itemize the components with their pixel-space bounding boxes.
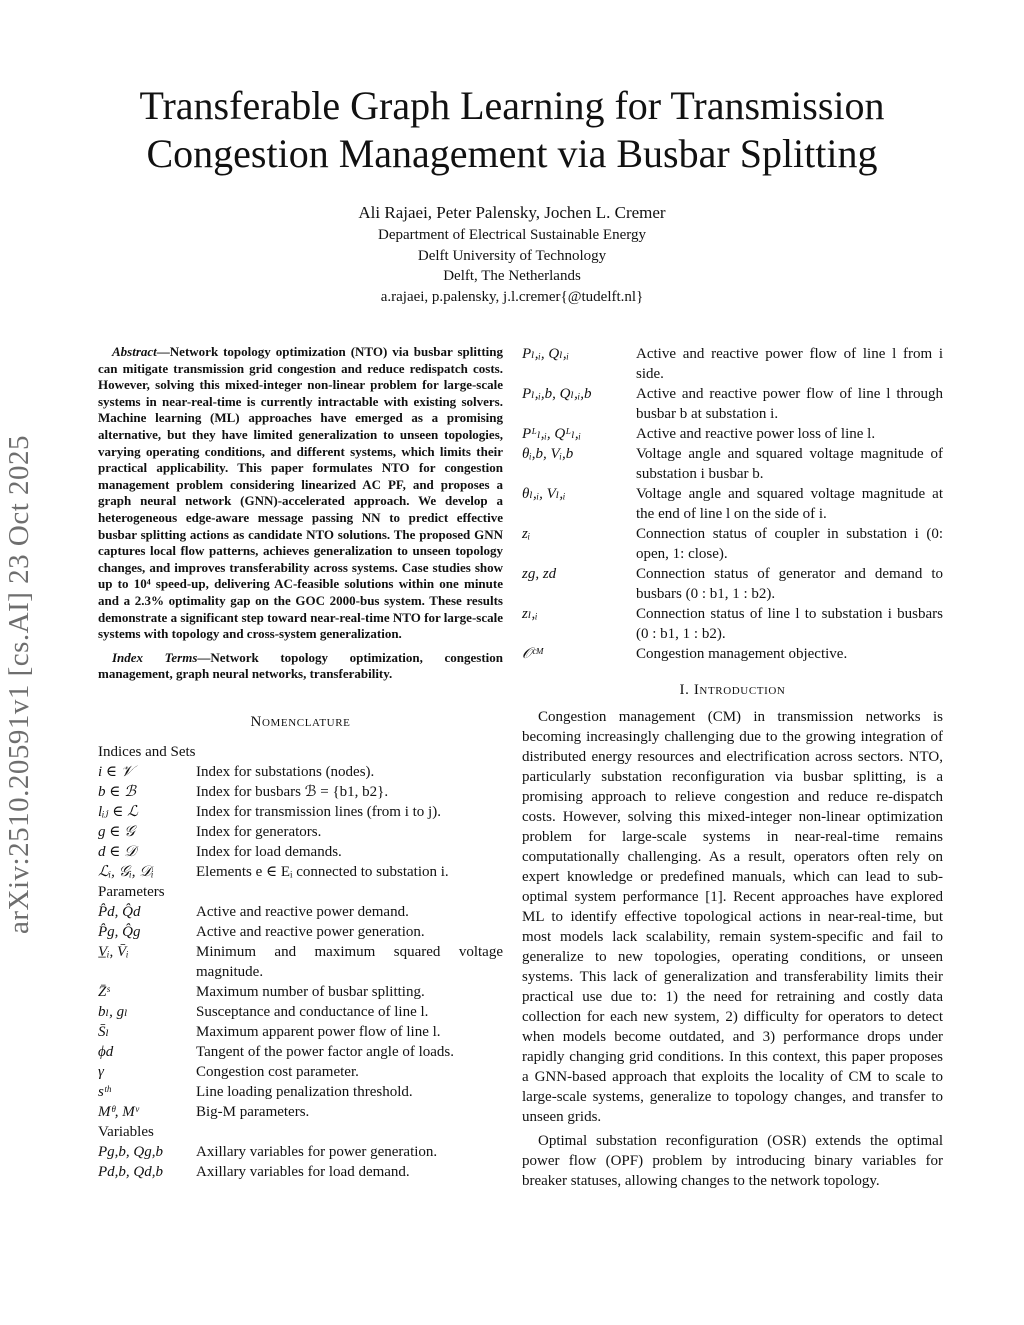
nomenclature-description: Index for load demands.: [196, 843, 342, 860]
nomenclature-symbol: Z̄ˢ: [98, 983, 110, 1000]
nomenclature-symbol: S̄ₗ: [98, 1023, 110, 1040]
nomenclature-description: Tangent of the power factor angle of loads.: [196, 1043, 455, 1060]
nomenclature-symbol: P̂g, Q̂g: [98, 923, 141, 940]
nomenclature-row: [522, 384, 943, 424]
nomenclature-symbol: Pg,b, Qg,b: [98, 1143, 163, 1160]
nomenclature-symbol: 𝒪ᶜᴹ: [522, 646, 544, 662]
nomenclature-continued-list: [522, 344, 943, 664]
nomenclature-symbol: b ∈ ℬ: [98, 783, 136, 800]
nomenclature-symbol: sᵗʰ: [98, 1083, 111, 1100]
intro-paragraph: Congestion management (CM) in transmission networks is becoming increasingly challenging due to the growing integration of distributed energy resources and electrification across sectors. NTO, particularly substation reconfiguration via busbar splitting, is a promising approach to relieve congestion and reduce re-dispatch costs. However, solving this mixed-integer non-linear optimization problem for large-scale systems in near-real-time remains computationally challenging. As a result, operators often rely on expert knowledge or predefined manuals, which can lead to sub-optimal system performance [1]. Recent approaches have explored ML to identify effective topological actions in near-real-time, but most models lack scalability, remain system-specific and fail to generalize to new topologies, operating conditions, or unseen systems. This lack of generalization and transferability limits their practical use due to: 1) the need for retraining and costly data collection for each new system, 2) difficulty for operators to detect when models become outdated, and 3) performance drops under rapidly changing grid conditions. In this context, this paper proposes a GNN-based approach that exploits the locality of CM to scale to large-scale systems, generalize to topology changes, and transfer to unseen grids.: [522, 709, 943, 1125]
nomenclature-row: [98, 802, 503, 822]
nomenclature-symbol: lᵢⱼ ∈ ℒ: [98, 803, 138, 820]
nomenclature-row: [522, 344, 943, 384]
nomenclature-symbol: Pₗ,ᵢ, Qₗ,ᵢ: [522, 346, 570, 362]
nomenclature-symbol: γ: [98, 1063, 104, 1080]
intro-paragraph: Optimal substation reconfiguration (OSR) extends the optimal power flow (OPF) problem by introducing binary variables for breaker statuses, allowing changes to the network topology.: [522, 1133, 943, 1189]
nomenclature-description: Index for transmission lines (from i to j).: [196, 803, 441, 820]
index-terms-label: Index Terms: [112, 649, 198, 665]
nomenclature-row: [98, 862, 503, 882]
nomenclature-description: Index for busbars ℬ = {b1, b2}.: [196, 783, 389, 800]
nomenclature-row: [98, 1022, 503, 1042]
author-email: a.rajaei, p.palensky, j.l.cremer{@tudelft.nl}: [380, 288, 644, 305]
nomenclature-description: Congestion cost parameter.: [196, 1063, 359, 1080]
nomenclature-description: Axillary variables for power generation.: [196, 1143, 438, 1160]
arxiv-identifier: [0, 378, 40, 990]
nomenclature-symbol: Pd,b, Qd,b: [98, 1163, 163, 1180]
nomenclature-group-label: Parameters: [98, 883, 165, 900]
nomenclature-group: [98, 742, 503, 882]
nomenclature-row: [522, 564, 943, 604]
nomenclature-row: [98, 1062, 503, 1082]
nomenclature-group: [98, 882, 503, 1122]
nomenclature-row: [522, 444, 943, 484]
arxiv-identifier-text: arXiv:2510.20591v1 [cs.AI] 23 Oct 2025: [3, 434, 36, 934]
nomenclature-row: [98, 942, 503, 982]
nomenclature-row: [522, 644, 943, 664]
nomenclature-description: Maximum apparent power flow of line l.: [196, 1023, 441, 1040]
nomenclature-description: Line loading penalization threshold.: [196, 1083, 413, 1100]
nomenclature-description: Index for substations (nodes).: [196, 763, 375, 780]
title-line: Congestion Management via Busbar Splitting: [146, 131, 878, 176]
nomenclature-group-label: Variables: [98, 1123, 154, 1140]
nomenclature-description: Axillary variables for load demand.: [196, 1163, 410, 1180]
nomenclature-row: [98, 1162, 503, 1182]
nomenclature-symbol: θᵢ,b, Vᵢ,b: [522, 446, 574, 462]
nomenclature-description: Active and reactive power flow of line l from i side.: [636, 346, 943, 382]
nomenclature-row: [522, 484, 943, 524]
nomenclature-description: Minimum and maximum squared voltage magnitude.: [196, 943, 503, 980]
nomenclature-symbol: ℒᵢ, 𝒢ᵢ, 𝒟ᵢ: [98, 863, 154, 880]
nomenclature-symbol: Pᴸₗ,ᵢ, Qᴸₗ,ᵢ: [522, 426, 582, 442]
nomenclature-row: [98, 922, 503, 942]
nomenclature-symbol: zᵢ: [522, 526, 531, 542]
nomenclature-row: [522, 604, 943, 644]
nomenclature-description: Congestion management objective.: [636, 646, 848, 662]
nomenclature-group-label: Indices and Sets: [98, 743, 196, 760]
nomenclature-row: [98, 762, 503, 782]
nomenclature-symbol: Pₗ,ᵢ,b, Qₗ,ᵢ,b: [522, 386, 592, 402]
nomenclature-row: [98, 782, 503, 802]
index-terms-text: —Network topology optimization, congestion management, graph neural networks, transferability.: [98, 649, 503, 682]
nomenclature-list: [98, 742, 503, 1182]
nomenclature-row: [98, 1102, 503, 1122]
author-names: Ali Rajaei, Peter Palensky, Jochen L. Cremer: [358, 203, 666, 222]
nomenclature-description: Connection status of generator and demand to busbars (0 : b1, 1 : b2).: [636, 566, 943, 602]
nomenclature-description: Connection status of line l to substation i busbars (0 : b1, 1 : b2).: [636, 606, 943, 642]
nomenclature-group: [98, 1122, 503, 1182]
introduction-heading: I. Introduction: [679, 682, 786, 698]
nomenclature-description: Active and reactive power demand.: [196, 903, 409, 920]
nomenclature-description: Voltage angle and squared voltage magnitude at the end of line l on the side of i.: [636, 486, 943, 522]
nomenclature-symbol: P̂d, Q̂d: [98, 903, 141, 920]
right-column: [522, 344, 943, 1191]
nomenclature-row: [98, 1142, 503, 1162]
author-department: Department of Electrical Sustainable Energy: [378, 227, 646, 243]
abstract-text: —Network topology optimization (NTO) via busbar splitting can mitigate transmission grid congestion and reduce redispatch costs. However, solving this mixed-integer non-linear problem for large-scale systems in near-real-time is currently intractable with existing solvers. Machine learning (ML) approaches have emerged as a promising alternative, but they have limited generalization to unseen topologies, varying operating conditions, and different systems, which limits their practical applicability. This paper formulates NTO for congestion management problem considering linearized AC PF, and proposes a graph neural network (GNN)-accelerated approach. We develop a heterogeneous edge-aware message passing NN to predict effective busbar splitting actions as candidate NTO solutions. The proposed GNN captures local flow patterns, achieves generalization to unseen topology changes, and improves transferability across systems. Case studies show up to 10⁴ speed-up, delivering AC-feasible solutions within one minute and a 2.3% optimality gap on the GOC 2000-bus system. These results demonstrate a significant step toward near-real-time NTO for large-scale systems with topology and cross-system generalization.: [98, 344, 503, 642]
nomenclature-description: Maximum number of busbar splitting.: [196, 983, 425, 1000]
author-location: Delft, The Netherlands: [443, 268, 581, 284]
title-line: Transferable Graph Learning for Transmission: [139, 83, 885, 128]
nomenclature-row: [98, 842, 503, 862]
nomenclature-description: Elements e ∈ Eᵢ connected to substation i.: [196, 863, 449, 880]
abstract: [98, 344, 503, 643]
nomenclature-row: [98, 982, 503, 1002]
nomenclature-row: [98, 1002, 503, 1022]
nomenclature-symbol: Mᶿ, Mᵛ: [98, 1103, 139, 1120]
nomenclature-description: Active and reactive power loss of line l.: [636, 426, 876, 442]
index-terms: [98, 650, 503, 683]
nomenclature-row: [98, 1082, 503, 1102]
nomenclature-symbol: ϕd: [98, 1043, 114, 1060]
author-university: Delft University of Technology: [417, 247, 607, 264]
nomenclature-row: [98, 822, 503, 842]
nomenclature-description: Voltage angle and squared voltage magnitude of substation i busbar b.: [636, 446, 943, 482]
nomenclature-row: [98, 902, 503, 922]
abstract-label: Abstract: [112, 344, 157, 359]
author-block: [60, 202, 964, 307]
nomenclature-row: [522, 424, 943, 444]
nomenclature-row: [522, 524, 943, 564]
nomenclature-heading: Nomenclature: [250, 713, 351, 730]
nomenclature-symbol: zg, zd: [522, 566, 557, 582]
nomenclature-symbol: g ∈ 𝒢: [98, 823, 135, 840]
nomenclature-description: Connection status of coupler in substation i (0: open, 1: close).: [636, 526, 943, 562]
nomenclature-description: Active and reactive power generation.: [196, 923, 425, 940]
nomenclature-description: Susceptance and conductance of line l.: [196, 1003, 429, 1020]
nomenclature-symbol: d ∈ 𝒟: [98, 843, 137, 860]
nomenclature-symbol: θₗ,ᵢ, Vₗ,ᵢ: [522, 486, 566, 502]
nomenclature-symbol: V̲ᵢ, V̄ᵢ: [98, 943, 129, 960]
nomenclature-description: Index for generators.: [196, 823, 322, 840]
left-column: [98, 344, 503, 1182]
nomenclature-symbol: zₗ,ᵢ: [522, 606, 538, 622]
nomenclature-symbol: i ∈ 𝒱: [98, 763, 134, 780]
nomenclature-description: Big-M parameters.: [196, 1103, 310, 1120]
nomenclature-row: [98, 1042, 503, 1062]
nomenclature-description: Active and reactive power flow of line l through busbar b at substation i.: [636, 386, 943, 422]
paper-title: [60, 82, 964, 178]
nomenclature-symbol: bₗ, gₗ: [98, 1003, 128, 1020]
